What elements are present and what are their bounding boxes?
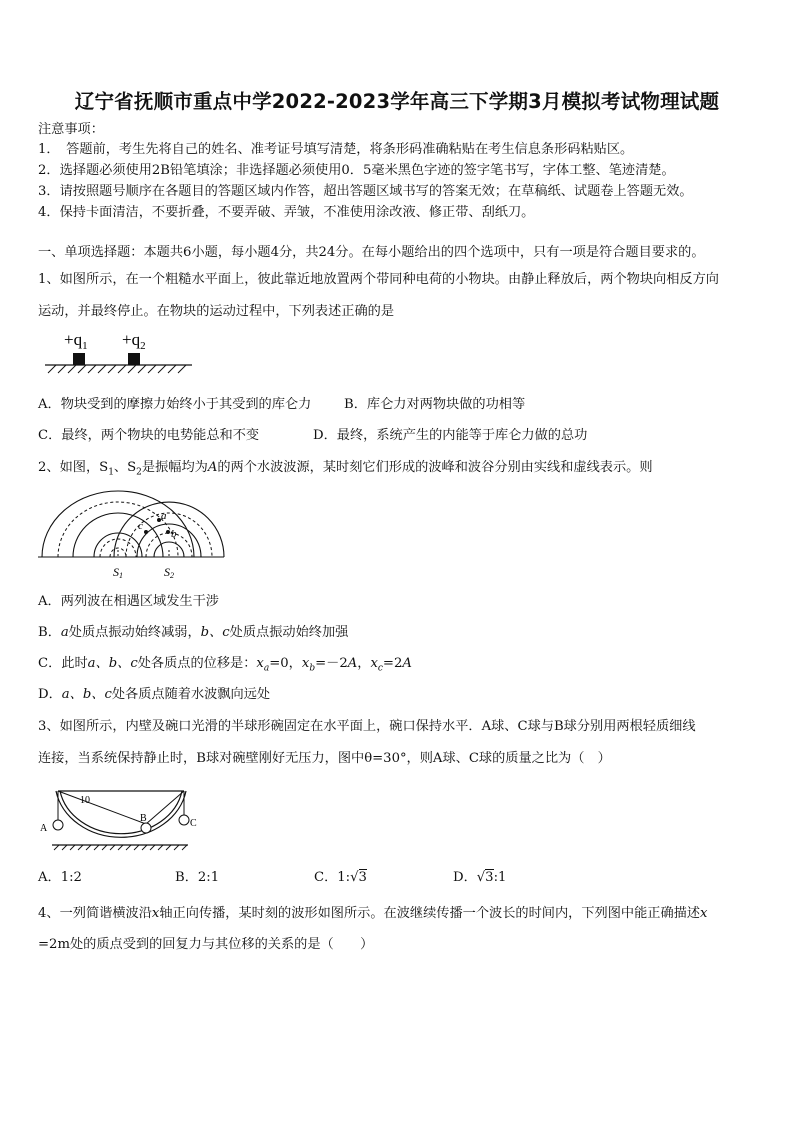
q3-stem-line1: 3、如图所示，内壁及碗口光滑的半球形碗固定在水平面上，碗口保持水平．A球、C球与B球分别用两根轻质细线 bbox=[38, 719, 696, 734]
q3-label-theta: 10 bbox=[80, 795, 90, 806]
q2-option-d: D．a、b、c处各质点随着水波飘向远处 bbox=[38, 687, 271, 702]
q2-point-c bbox=[144, 530, 148, 534]
q2-trough-lines bbox=[58, 502, 212, 557]
q2-wave-figure bbox=[34, 487, 234, 582]
notice-item-3: 3．请按照题号顺序在各题目的答题区域内作答，超出答题区域书写的答案无效；在草稿纸、试题卷上答题无效。 bbox=[38, 184, 693, 199]
q3-string-ab bbox=[58, 791, 146, 824]
q3-label-c: C bbox=[190, 818, 197, 829]
q1-ground-hatch bbox=[48, 365, 186, 373]
q3-ball-c bbox=[179, 815, 189, 825]
q1-option-d: D．最终，系统产生的内能等于库仑力做的总功 bbox=[313, 428, 588, 443]
notice-item-2: 2．选择题必须使用2B铅笔填涂；非选择题必须使用0．5毫米黑色字迹的签字笔书写，字体工整、笔迹清楚。 bbox=[38, 163, 675, 178]
q3-stem-line2: 连接，当系统保持静止时，B球对碗壁刚好无压力，图中θ=30°，则A球、C球的质量之比为（ ） bbox=[38, 751, 611, 766]
sqrt-icon: √ bbox=[476, 870, 486, 885]
q3-bowl-figure bbox=[36, 782, 196, 854]
q3-option-d: D．√3:1 bbox=[453, 870, 507, 885]
q1-label-plus-q1: $+q_1$ bbox=[64, 330, 88, 352]
q3-ground-hatch bbox=[54, 845, 187, 850]
q2-label-b: b bbox=[171, 528, 177, 540]
q3-label-b: B bbox=[140, 813, 147, 824]
q1-block-2 bbox=[128, 353, 140, 365]
q2-point-b bbox=[166, 530, 170, 534]
q2-option-c: C．此时a、b、c处各质点的位移是：$x_a=0$，$x_b=-2A$，$x_c=2A$ bbox=[38, 656, 412, 674]
q2-label-a: a bbox=[161, 510, 167, 522]
notice-heading: 注意事项： bbox=[38, 122, 104, 137]
section-heading: 一、单项选择题：本题共6小题，每小题4分，共24分。在每小题给出的四个选项中，只有一项是符合题目要求的。 bbox=[38, 245, 705, 260]
q2-label-s1: S1 bbox=[113, 565, 123, 580]
q4-stem-line2: =2m处的质点受到的回复力与其位移的关系的是（ ） bbox=[38, 937, 374, 952]
q2-option-a: A．两列波在相遇区域发生干涉 bbox=[38, 594, 219, 609]
q3-option-b: B．2:1 bbox=[175, 870, 220, 885]
q1-figure bbox=[40, 328, 200, 383]
q3-ball-a bbox=[53, 820, 63, 830]
q1-option-a: A．物块受到的摩擦力始终小于其受到的库仑力 bbox=[38, 397, 312, 412]
q3-option-a: A．1:2 bbox=[38, 870, 82, 885]
q1-stem-line2: 运动，并最终停止。在物块的运动过程中，下列表述正确的是 bbox=[38, 304, 395, 319]
q2-option-b: B．a处质点振动始终减弱，b、c处质点振动始终加强 bbox=[38, 625, 349, 640]
sqrt-icon: √ bbox=[350, 870, 359, 885]
page-title: 辽宁省抚顺市重点中学2022-2023学年高三下学期3月模拟考试物理试题 bbox=[74, 90, 720, 113]
q3-option-c: C．1:√3 bbox=[314, 870, 367, 885]
q1-option-c: C．最终，两个物块的电势能总和不变 bbox=[38, 428, 260, 443]
q1-option-b: B．库仑力对两物块做的功相等 bbox=[344, 397, 526, 412]
q3-label-a: A bbox=[40, 823, 48, 834]
notice-item-4: 4．保持卡面清洁，不要折叠，不要弄破、弄皱，不准使用涂改液、修正带、刮纸刀。 bbox=[38, 205, 535, 220]
q3-bowl-inner bbox=[60, 791, 182, 834]
q3-ball-b bbox=[141, 823, 151, 833]
q1-block-1 bbox=[73, 353, 85, 365]
q1-label-plus-q2: $+q_2$ bbox=[122, 330, 146, 352]
q2-label-s2: S2 bbox=[164, 565, 174, 580]
q1-stem-line1: 1、如图所示，在一个粗糙水平面上，彼此靠近地放置两个带同种电荷的小物块。由静止释放后，两个物块向相反方向 bbox=[38, 272, 719, 287]
q2-label-c: c bbox=[138, 520, 143, 532]
q2-stem: 2、如图，$S_1$、$S_2$是振幅均为A的两个水波波源，某时刻它们形成的波峰和波谷分别由实线和虚线表示。则 bbox=[38, 460, 653, 478]
q4-stem-line1: 4、一列简谐横波沿x轴正向传播，某时刻的波形如图所示。在波继续传播一个波长的时间内，下列图中能正确描述x bbox=[38, 906, 708, 921]
notice-item-1: 1． 答题前，考生先将自己的姓名、准考证号填写清楚，将条形码准确粘贴在考生信息条形码粘贴区。 bbox=[38, 142, 634, 157]
